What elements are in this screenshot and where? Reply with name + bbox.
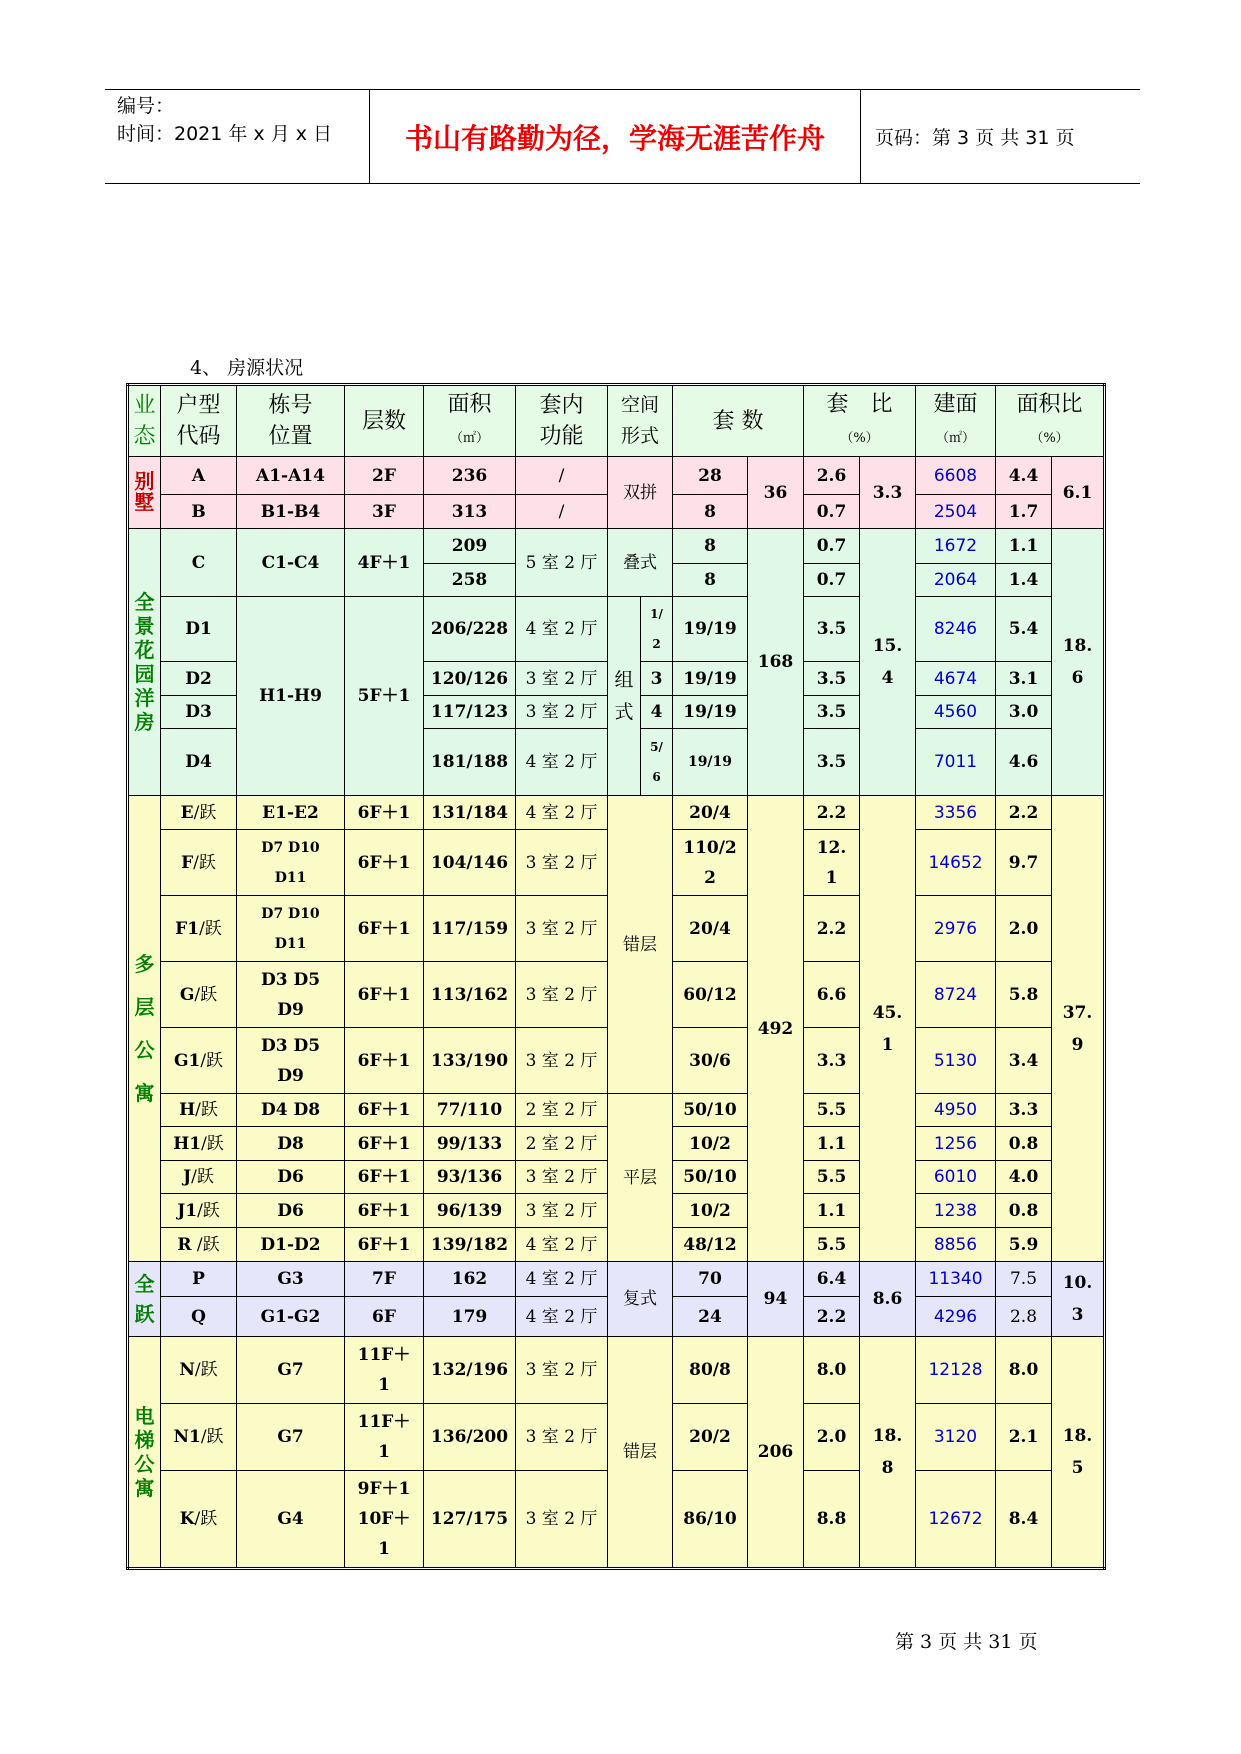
cell-code: E/跃	[161, 796, 237, 830]
cell-area: 131/184	[424, 796, 516, 830]
cell-building: G4	[237, 1471, 345, 1569]
cell-ratio: 2.2	[804, 796, 860, 830]
table-row	[128, 796, 1105, 830]
cell-area-ratio: 0.8	[996, 1127, 1052, 1161]
cell-code: J/跃	[161, 1161, 237, 1194]
cell-function: 3 室 2 厅	[516, 896, 608, 962]
cell-code: N1/跃	[161, 1404, 237, 1471]
cell-function: 3 室 2 厅	[516, 962, 608, 1028]
cell-area-ratio: 0.8	[996, 1194, 1052, 1228]
table-row	[128, 529, 1105, 564]
header-gfa: 建面 （㎡）	[916, 385, 996, 457]
cell-area: 313	[424, 495, 516, 529]
cell-ratio: 0.7	[804, 529, 860, 564]
cell-gfa: 8724	[916, 962, 996, 1028]
cell-floors: 6F＋1	[345, 896, 424, 962]
cell-area: 104/146	[424, 830, 516, 896]
cell-code: Q	[161, 1297, 237, 1337]
cell-floors: 6F＋1	[345, 830, 424, 896]
cell-building: C1-C4	[237, 529, 345, 597]
cell-area-ratio: 2.0	[996, 896, 1052, 962]
cell-function: 3 室 2 厅	[516, 1337, 608, 1404]
cell-function: 4 室 2 厅	[516, 729, 608, 796]
cell-floors: 2F	[345, 457, 424, 495]
cell-gfa: 12128	[916, 1337, 996, 1404]
header-code: 户型 代码	[161, 385, 237, 457]
cell-area-ratio: 5.8	[996, 962, 1052, 1028]
cell-ratio: 6.4	[804, 1262, 860, 1297]
cell-building: D7 D10 D11	[237, 896, 345, 962]
cell-gfa: 14652	[916, 830, 996, 896]
housing-table	[126, 383, 1106, 1570]
cell-function: 3 室 2 厅	[516, 1161, 608, 1194]
cell-floors: 6F	[345, 1297, 424, 1337]
cell-gfa: 2976	[916, 896, 996, 962]
time-label: 时间：2021 年 x 月 x 日	[117, 123, 333, 145]
cell-code: B	[161, 495, 237, 529]
cell-function: 5 室 2 厅	[516, 529, 608, 597]
cell-code: D4	[161, 729, 237, 796]
cell-floors: 6F＋1	[345, 1094, 424, 1127]
cell-ratio: 3.5	[804, 597, 860, 662]
cell-units: 8	[673, 495, 748, 529]
cell-units: 10/2	[673, 1194, 748, 1228]
cell-building: D6	[237, 1161, 345, 1194]
cell-ratio: 2.2	[804, 896, 860, 962]
cell-ratio: 3.5	[804, 696, 860, 729]
cell-gfa: 1256	[916, 1127, 996, 1161]
cell-building: E1-E2	[237, 796, 345, 830]
cell-floors: 4F＋1	[345, 529, 424, 597]
header-type: 业 态	[128, 385, 161, 457]
cell-floors: 5F＋1	[345, 597, 424, 796]
cell-space: 错层	[608, 1337, 673, 1569]
cell-gfa: 2504	[916, 495, 996, 529]
cell-area-ratio: 2.8	[996, 1297, 1052, 1337]
cell-subtype: 3	[641, 662, 673, 696]
cell-function: 3 室 2 厅	[516, 1028, 608, 1094]
cell-area-ratio: 2.1	[996, 1404, 1052, 1471]
cell-code: G1/跃	[161, 1028, 237, 1094]
cell-area-ratio-total: 6.1	[1052, 457, 1105, 529]
cell-code: N/跃	[161, 1337, 237, 1404]
cell-gfa: 1672	[916, 529, 996, 564]
cell-function: 2 室 2 厅	[516, 1127, 608, 1161]
cell-area: 258	[424, 564, 516, 597]
cell-function: 2 室 2 厅	[516, 1094, 608, 1127]
cell-units-total: 36	[748, 457, 804, 529]
cell-area: 136/200	[424, 1404, 516, 1471]
header-meta	[117, 92, 367, 148]
cell-area-ratio: 8.0	[996, 1337, 1052, 1404]
cell-function: 3 室 2 厅	[516, 1404, 608, 1471]
cell-units: 70	[673, 1262, 748, 1297]
cell-ratio: 8.0	[804, 1337, 860, 1404]
cell-ratio: 5.5	[804, 1228, 860, 1262]
cell-floors: 11F＋ 1	[345, 1337, 424, 1404]
cell-ratio: 0.7	[804, 564, 860, 597]
cell-building: D8	[237, 1127, 345, 1161]
cell-area: 120/126	[424, 662, 516, 696]
cell-floors: 11F＋ 1	[345, 1404, 424, 1471]
category-multi: 多 层 公 寓	[128, 796, 161, 1262]
cell-ratio-total: 45. 1	[860, 796, 916, 1262]
cell-building: D4 D8	[237, 1094, 345, 1127]
cell-code: D2	[161, 662, 237, 696]
cell-units: 20/4	[673, 796, 748, 830]
header-function: 套内 功能	[516, 385, 608, 457]
cell-code: F1/跃	[161, 896, 237, 962]
cell-gfa: 8246	[916, 597, 996, 662]
cell-building: D7 D10 D11	[237, 830, 345, 896]
header-building: 栋号 位置	[237, 385, 345, 457]
cell-code: K/跃	[161, 1471, 237, 1569]
cell-ratio-total: 8.6	[860, 1262, 916, 1337]
cell-units: 110/2 2	[673, 830, 748, 896]
cell-units: 8	[673, 564, 748, 597]
cell-code: D3	[161, 696, 237, 729]
cell-space: 双拼	[608, 457, 673, 529]
cell-ratio: 1.1	[804, 1194, 860, 1228]
cell-units-total: 94	[748, 1262, 804, 1337]
cell-building: D3 D5 D9	[237, 1028, 345, 1094]
cell-subtype: 5/ 6	[641, 729, 673, 796]
cell-function: 4 室 2 厅	[516, 1262, 608, 1297]
header-space: 空间 形式	[608, 385, 673, 457]
cell-area-ratio-total: 18. 5	[1052, 1337, 1105, 1569]
cell-building: G1-G2	[237, 1297, 345, 1337]
table-row	[128, 1337, 1105, 1404]
cell-floors: 6F＋1	[345, 1194, 424, 1228]
table-header-row	[128, 385, 1105, 457]
cell-area: 206/228	[424, 597, 516, 662]
cell-area: 236	[424, 457, 516, 495]
cell-building: G7	[237, 1337, 345, 1404]
cell-area-ratio: 4.4	[996, 457, 1052, 495]
cell-area: 127/175	[424, 1471, 516, 1569]
cell-function: 4 室 2 厅	[516, 1228, 608, 1262]
cell-floors: 6F＋1	[345, 796, 424, 830]
cell-floors: 6F＋1	[345, 962, 424, 1028]
cell-gfa: 1238	[916, 1194, 996, 1228]
cell-gfa: 12672	[916, 1471, 996, 1569]
cell-area: 179	[424, 1297, 516, 1337]
cell-gfa: 4560	[916, 696, 996, 729]
cell-floors: 6F＋1	[345, 1228, 424, 1262]
table-row	[128, 1094, 1105, 1127]
cell-ratio: 12. 1	[804, 830, 860, 896]
cell-area-ratio: 2.2	[996, 796, 1052, 830]
cell-area-ratio-total: 37. 9	[1052, 796, 1105, 1262]
cell-area: 96/139	[424, 1194, 516, 1228]
cell-gfa: 11340	[916, 1262, 996, 1297]
cell-code: H1/跃	[161, 1127, 237, 1161]
cell-floors: 3F	[345, 495, 424, 529]
cell-gfa: 2064	[916, 564, 996, 597]
cell-units: 50/10	[673, 1161, 748, 1194]
cell-code: J1/跃	[161, 1194, 237, 1228]
table-row	[128, 597, 1105, 662]
cell-area: 209	[424, 529, 516, 564]
cell-area-ratio: 1.4	[996, 564, 1052, 597]
cell-building: H1-H9	[237, 597, 345, 796]
cell-ratio: 6.6	[804, 962, 860, 1028]
cell-building: A1-A14	[237, 457, 345, 495]
cell-units: 19/19	[673, 662, 748, 696]
cell-space: 组 式	[608, 597, 641, 796]
table-row	[128, 457, 1105, 495]
cell-building: G3	[237, 1262, 345, 1297]
cell-area-ratio: 1.7	[996, 495, 1052, 529]
cell-units: 80/8	[673, 1337, 748, 1404]
cell-space: 平层	[608, 1094, 673, 1262]
cell-units-total: 492	[748, 796, 804, 1262]
cell-code: D1	[161, 597, 237, 662]
cell-area: 113/162	[424, 962, 516, 1028]
cell-ratio: 3.5	[804, 729, 860, 796]
cell-area-ratio: 7.5	[996, 1262, 1052, 1297]
cell-floors: 7F	[345, 1262, 424, 1297]
cell-gfa: 8856	[916, 1228, 996, 1262]
cell-units: 28	[673, 457, 748, 495]
cell-gfa: 4950	[916, 1094, 996, 1127]
cell-area: 77/110	[424, 1094, 516, 1127]
cell-ratio: 3.3	[804, 1028, 860, 1094]
cell-ratio: 0.7	[804, 495, 860, 529]
category-duplex: 全 跃	[128, 1262, 161, 1337]
cell-building: D1-D2	[237, 1228, 345, 1262]
cell-subtype: 1/ 2	[641, 597, 673, 662]
cell-floors: 9F＋1 10F＋ 1	[345, 1471, 424, 1569]
cell-area: 93/136	[424, 1161, 516, 1194]
cell-gfa: 6608	[916, 457, 996, 495]
cell-function: 3 室 2 厅	[516, 696, 608, 729]
table-row	[128, 1262, 1105, 1297]
cell-area-ratio: 9.7	[996, 830, 1052, 896]
cell-area: 133/190	[424, 1028, 516, 1094]
cell-space: 叠式	[608, 529, 673, 597]
cell-ratio-total: 18. 8	[860, 1337, 916, 1569]
cell-area-ratio: 3.3	[996, 1094, 1052, 1127]
cell-units: 19/19	[673, 696, 748, 729]
cell-units-total: 168	[748, 529, 804, 796]
cell-units: 19/19	[673, 729, 748, 796]
cell-gfa: 3120	[916, 1404, 996, 1471]
cell-area: 117/123	[424, 696, 516, 729]
header-area-ratio: 面积比 （%）	[996, 385, 1105, 457]
cell-area: 117/159	[424, 896, 516, 962]
cell-units: 60/12	[673, 962, 748, 1028]
cell-ratio: 5.5	[804, 1161, 860, 1194]
cell-ratio: 2.0	[804, 1404, 860, 1471]
cell-function: 3 室 2 厅	[516, 662, 608, 696]
page-footer: 第 3 页 共 31 页	[895, 1631, 1038, 1653]
cell-area: 139/182	[424, 1228, 516, 1262]
cell-area: 181/188	[424, 729, 516, 796]
cell-area-ratio: 3.1	[996, 662, 1052, 696]
cell-units: 86/10	[673, 1471, 748, 1569]
cell-units: 20/2	[673, 1404, 748, 1471]
header-units: 套 数	[673, 385, 804, 457]
cell-units: 19/19	[673, 597, 748, 662]
cell-gfa: 7011	[916, 729, 996, 796]
cell-code: P	[161, 1262, 237, 1297]
cell-area: 162	[424, 1262, 516, 1297]
cell-ratio-total: 15. 4	[860, 529, 916, 796]
header-floors: 层数	[345, 385, 424, 457]
cell-area-ratio: 5.4	[996, 597, 1052, 662]
cell-area-ratio: 3.4	[996, 1028, 1052, 1094]
cell-units: 50/10	[673, 1094, 748, 1127]
cell-gfa: 4296	[916, 1297, 996, 1337]
cell-function: 4 室 2 厅	[516, 597, 608, 662]
cell-function: /	[516, 495, 608, 529]
cell-area-ratio: 5.9	[996, 1228, 1052, 1262]
category-garden: 全景花园洋房	[128, 529, 161, 796]
cell-ratio: 8.8	[804, 1471, 860, 1569]
cell-subtype: 4	[641, 696, 673, 729]
cell-ratio: 2.6	[804, 457, 860, 495]
cell-building: D3 D5 D9	[237, 962, 345, 1028]
serial-label: 编号：	[117, 95, 175, 117]
cell-space: 复式	[608, 1262, 673, 1337]
cell-area-ratio: 8.4	[996, 1471, 1052, 1569]
cell-function: 3 室 2 厅	[516, 1194, 608, 1228]
cell-code: C	[161, 529, 237, 597]
cell-gfa: 3356	[916, 796, 996, 830]
page-header	[105, 89, 1140, 184]
cell-gfa: 5130	[916, 1028, 996, 1094]
cell-area: 99/133	[424, 1127, 516, 1161]
cell-area-ratio: 3.0	[996, 696, 1052, 729]
cell-area-ratio: 1.1	[996, 529, 1052, 564]
section-title: 4、 房源状况	[190, 357, 304, 379]
cell-building: B1-B4	[237, 495, 345, 529]
cell-code: A	[161, 457, 237, 495]
cell-area: 132/196	[424, 1337, 516, 1404]
cell-function: 3 室 2 厅	[516, 830, 608, 896]
cell-code: H/跃	[161, 1094, 237, 1127]
cell-area-ratio: 4.0	[996, 1161, 1052, 1194]
cell-gfa: 6010	[916, 1161, 996, 1194]
cell-function: 3 室 2 厅	[516, 1471, 608, 1569]
cell-area-ratio-total: 18. 6	[1052, 529, 1105, 796]
cell-function: 4 室 2 厅	[516, 796, 608, 830]
header-divider	[860, 90, 861, 183]
cell-units-total: 206	[748, 1337, 804, 1569]
header-page-label: 页码：第 3 页 共 31 页	[875, 127, 1075, 149]
cell-function: /	[516, 457, 608, 495]
cell-ratio: 5.5	[804, 1094, 860, 1127]
cell-ratio: 3.5	[804, 662, 860, 696]
cell-code: F/跃	[161, 830, 237, 896]
cell-code: G/跃	[161, 962, 237, 1028]
cell-area-ratio-total: 10. 3	[1052, 1262, 1105, 1337]
category-elevator: 电梯公寓	[128, 1337, 161, 1569]
cell-units: 10/2	[673, 1127, 748, 1161]
cell-units: 24	[673, 1297, 748, 1337]
cell-code: R /跃	[161, 1228, 237, 1262]
cell-building: D6	[237, 1194, 345, 1228]
cell-ratio-total: 3.3	[860, 457, 916, 529]
cell-units: 30/6	[673, 1028, 748, 1094]
cell-gfa: 4674	[916, 662, 996, 696]
category-villa: 别墅	[128, 457, 161, 529]
header-motto: 书山有路勤为径，学海无涯苦作舟	[404, 121, 825, 155]
cell-floors: 6F＋1	[345, 1161, 424, 1194]
cell-floors: 6F＋1	[345, 1127, 424, 1161]
cell-space: 错层	[608, 796, 673, 1094]
cell-ratio: 1.1	[804, 1127, 860, 1161]
cell-floors: 6F＋1	[345, 1028, 424, 1094]
header-area: 面积 （㎡）	[424, 385, 516, 457]
cell-units: 8	[673, 529, 748, 564]
cell-units: 20/4	[673, 896, 748, 962]
cell-area-ratio: 4.6	[996, 729, 1052, 796]
cell-units: 48/12	[673, 1228, 748, 1262]
cell-building: G7	[237, 1404, 345, 1471]
cell-function: 4 室 2 厅	[516, 1297, 608, 1337]
header-ratio: 套 比 （%）	[804, 385, 916, 457]
cell-ratio: 2.2	[804, 1297, 860, 1337]
